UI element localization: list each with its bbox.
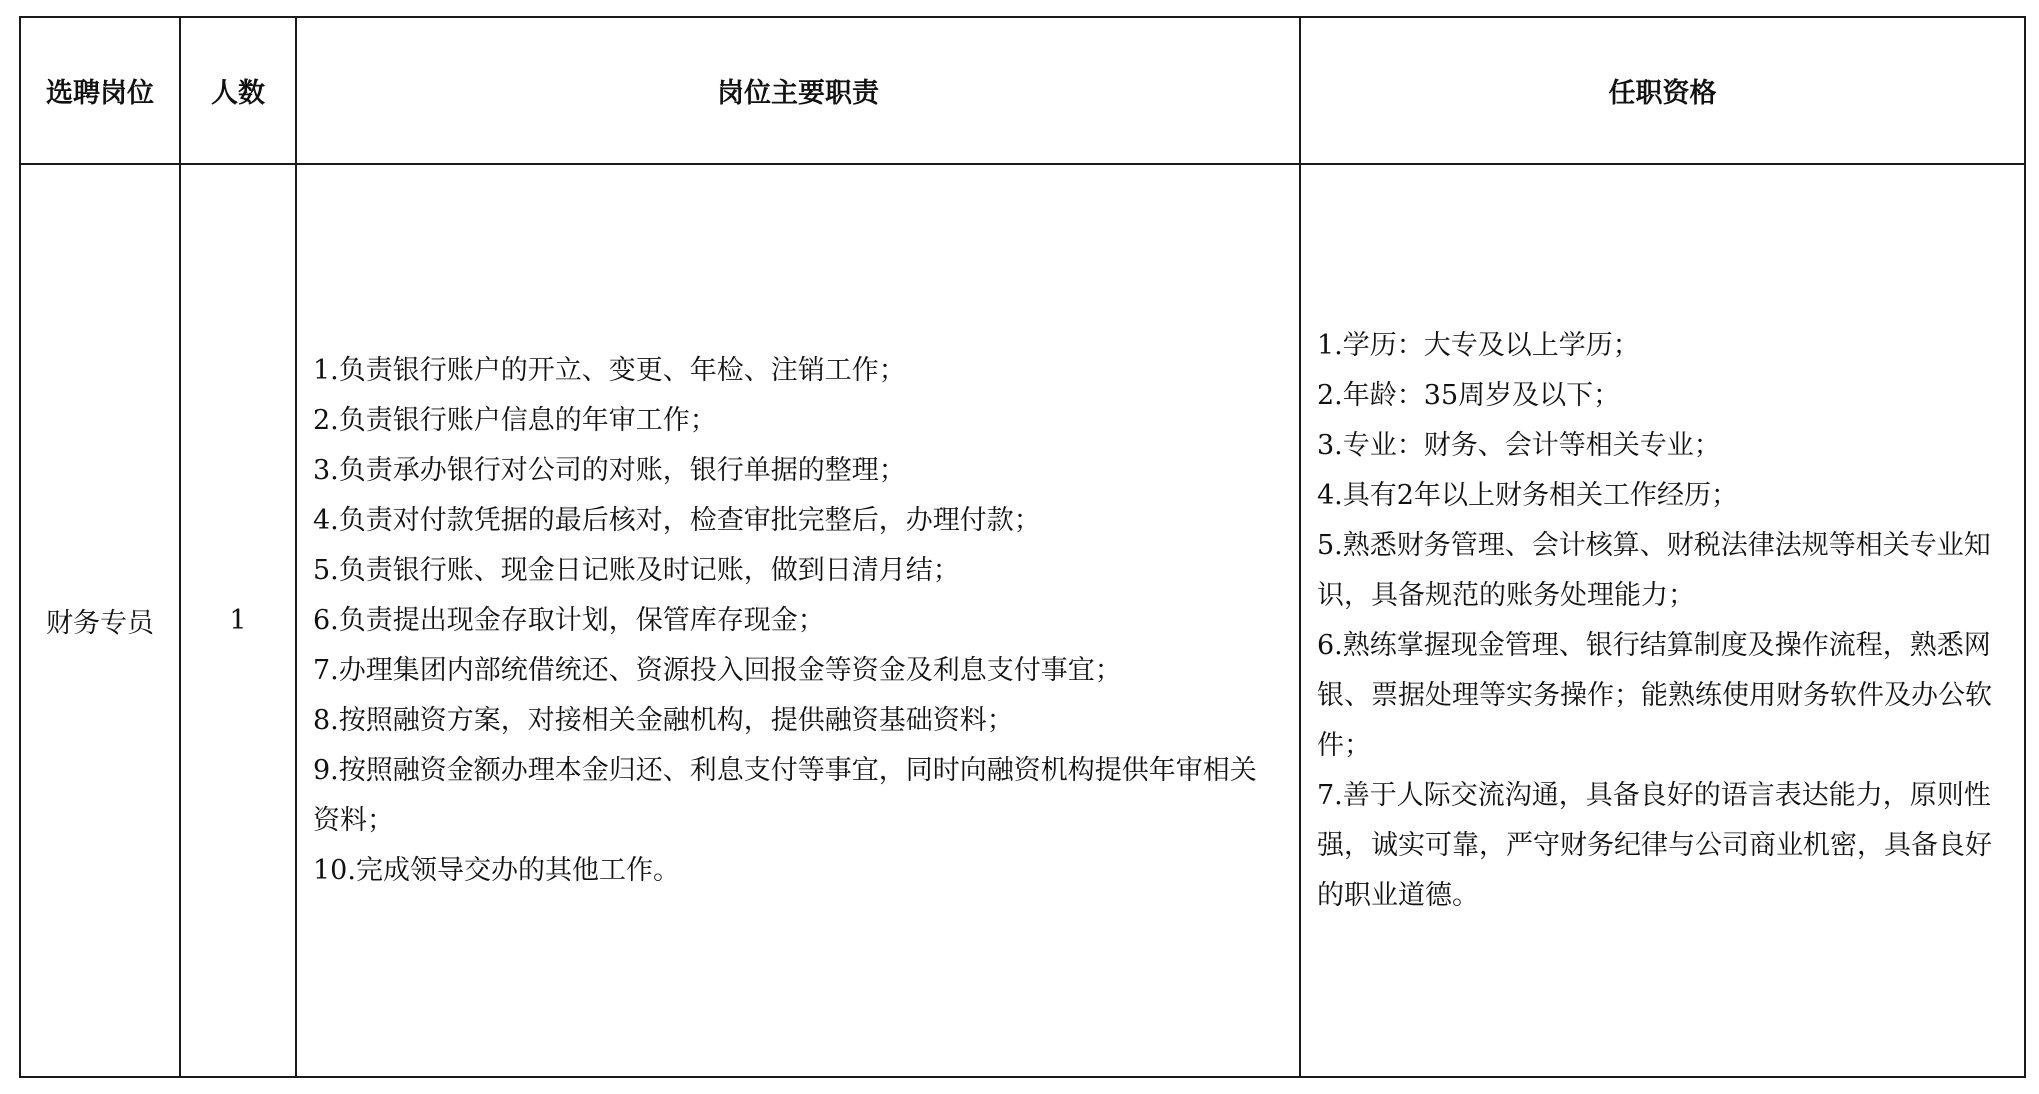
list-item: 7.善于人际交流沟通，具备良好的语言表达能力，原则性强，诚实可靠，严守财务纪律与公司商业机密，具备良好的职业道德。	[1317, 779, 1992, 911]
list-item: 1.学历：大专及以上学历；	[1317, 329, 1640, 361]
header-row	[20, 17, 2025, 164]
position-cell: 财务专员	[20, 164, 180, 1077]
table-row	[20, 164, 2025, 1077]
list-item: 6.负责提出现金存取计划，保管库存现金；	[313, 604, 825, 636]
list-item: 4.具有2年以上财务相关工作经历；	[1317, 479, 1738, 511]
list-item: 10.完成领导交办的其他工作。	[313, 854, 680, 886]
duties-list	[297, 346, 1299, 896]
list-item: 1.负责银行账户的开立、变更、年检、注销工作；	[313, 354, 906, 386]
qualifications-list	[1301, 321, 2024, 921]
list-item: 4.负责对付款凭据的最后核对，检查审批完整后，办理付款；	[313, 504, 1041, 536]
list-item: 5.熟悉财务管理、会计核算、财税法律法规等相关专业知识，具备规范的账务处理能力；	[1317, 529, 1991, 611]
list-item: 5.负责银行账、现金日记账及时记账，做到日清月结；	[313, 554, 960, 586]
list-item: 7.办理集团内部统借统还、资源投入回报金等资金及利息支付事宜；	[313, 654, 1122, 686]
list-item: 6.熟练掌握现金管理、银行结算制度及操作流程，熟悉网银、票据处理等实务操作；能熟练使用财务软件及办公软件；	[1317, 629, 1992, 761]
header-qualifications: 任职资格	[1300, 17, 2025, 164]
header-duties: 岗位主要职责	[296, 17, 1300, 164]
qualifications-cell	[1300, 164, 2025, 1077]
list-item: 2.负责银行账户信息的年审工作；	[313, 404, 717, 436]
header-count: 人数	[180, 17, 296, 164]
list-item: 2.年龄：35周岁及以下；	[1317, 379, 1621, 411]
list-item: 3.负责承办银行对公司的对账，银行单据的整理；	[313, 454, 906, 486]
list-item: 8.按照融资方案，对接相关金融机构，提供融资基础资料；	[313, 704, 1014, 736]
duties-cell	[296, 164, 1300, 1077]
list-item: 9.按照融资金额办理本金归还、利息支付等事宜，同时向融资机构提供年审相关资料；	[313, 754, 1257, 836]
list-item: 3.专业：财务、会计等相关专业；	[1317, 429, 1721, 461]
recruitment-table	[19, 16, 2026, 1078]
header-position: 选聘岗位	[20, 17, 180, 164]
count-cell: 1	[180, 164, 296, 1077]
